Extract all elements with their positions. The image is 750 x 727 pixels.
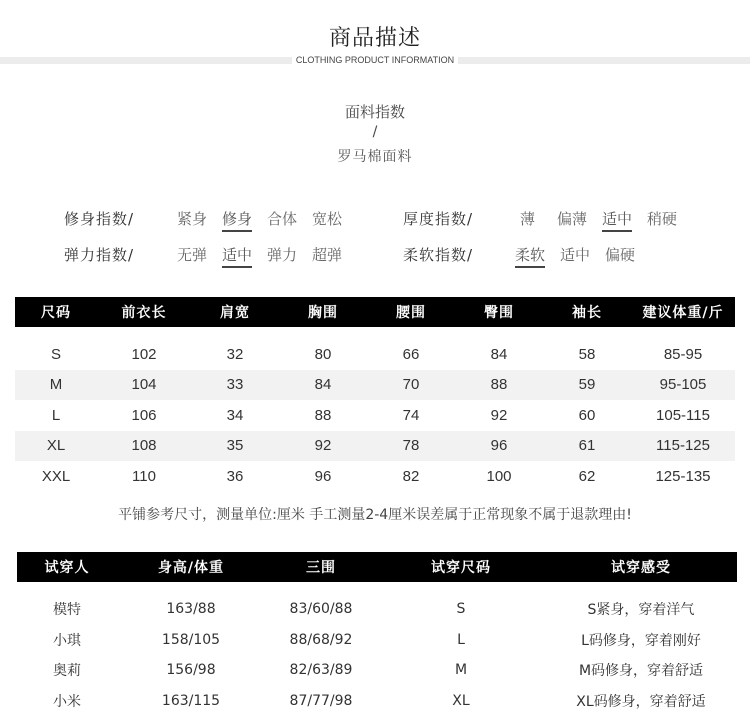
- table-cell: 125-135: [655, 467, 711, 485]
- table-cell: 61: [543, 431, 631, 462]
- fabric-index-slash: /: [372, 124, 378, 140]
- table-cell: 74: [402, 406, 420, 424]
- size-table: [15, 297, 735, 492]
- thickness-option-stiff: 稍硬: [647, 210, 678, 228]
- try-header-feeling: 试穿感受: [545, 552, 737, 582]
- table-cell: 104: [97, 370, 191, 401]
- softness-index-label: 柔软指数/: [403, 246, 474, 264]
- size-header-size: 尺码: [15, 297, 97, 327]
- stretch-index-label: 弹力指数/: [64, 246, 135, 264]
- table-cell: 100: [486, 467, 512, 485]
- table-cell: 88: [455, 370, 543, 401]
- table-cell: 102: [131, 345, 157, 363]
- table-row: [15, 400, 735, 431]
- table-row: [17, 686, 737, 717]
- page-subtitle: [0, 55, 750, 65]
- fit-index-label: 修身指数/: [64, 210, 135, 228]
- table-cell: 158/105: [161, 631, 221, 648]
- table-cell: M: [15, 370, 97, 401]
- table-cell: 108: [97, 431, 191, 462]
- fabric-index-title: 面料指数: [344, 103, 405, 121]
- table-cell: 110: [132, 467, 156, 485]
- table-cell: 106: [131, 406, 157, 424]
- size-header-chest: 胸围: [279, 297, 367, 327]
- size-header-shoulder: 肩宽: [191, 297, 279, 327]
- try-on-table: [17, 552, 737, 716]
- fabric-index-value: 罗马棉面料: [337, 149, 413, 165]
- fit-option-tight: 紧身: [177, 210, 208, 228]
- table-cell: 156/98: [166, 662, 216, 679]
- table-cell: 奥莉: [53, 663, 81, 680]
- table-cell: M: [454, 662, 468, 679]
- table-cell: 163/115: [161, 692, 221, 709]
- table-cell: M码修身，穿着舒适: [578, 663, 704, 680]
- table-cell: 84: [279, 370, 367, 401]
- table-spacer-cell: [15, 327, 735, 339]
- size-header-sleeve: 袖长: [543, 297, 631, 327]
- table-cell: 35: [191, 431, 279, 462]
- table-spacer-cell: [17, 582, 737, 594]
- table-cell: 83/60/88: [289, 601, 353, 618]
- thickness-option-thinnish: 偏薄: [557, 210, 588, 228]
- size-header-weight: 建议体重/斤: [631, 297, 735, 327]
- table-row: [17, 625, 737, 656]
- thickness-index-label: 厚度指数/: [403, 210, 474, 228]
- size-table-header-row: [15, 297, 735, 327]
- table-cell: 95-105: [631, 370, 735, 401]
- try-header-measurements: 三围: [265, 552, 377, 582]
- table-cell: 58: [578, 345, 596, 363]
- table-spacer: [15, 327, 735, 339]
- table-cell: 96: [455, 431, 543, 462]
- table-cell: 70: [367, 370, 455, 401]
- thickness-option-thin: 薄: [520, 210, 536, 228]
- table-cell: 模特: [53, 602, 81, 619]
- table-row: [15, 339, 735, 370]
- softness-option-medium: 适中: [560, 246, 591, 264]
- table-cell: 87/77/98: [289, 692, 353, 709]
- stretch-option-super: 超弹: [312, 246, 343, 264]
- table-cell: 82: [402, 467, 420, 485]
- table-cell: 88/68/92: [289, 631, 353, 648]
- table-cell: 32: [226, 345, 244, 363]
- size-header-waist: 腰围: [367, 297, 455, 327]
- page-title: 商品描述: [328, 26, 421, 51]
- measurement-note: 平铺参考尺寸，测量单位:厘米 手工测量2-4厘米误差属于正常现象不属于退款理由!: [118, 507, 632, 523]
- table-cell: XL: [452, 692, 470, 709]
- table-cell: S: [50, 345, 61, 363]
- table-spacer: [17, 582, 737, 594]
- try-table-header-row: [17, 552, 737, 582]
- table-cell: 34: [226, 406, 244, 424]
- try-header-height-weight: 身高/体重: [117, 552, 265, 582]
- table-cell: 小米: [53, 693, 81, 710]
- table-cell: 88: [314, 406, 332, 424]
- table-cell: 62: [578, 467, 596, 485]
- table-row: [15, 370, 735, 401]
- size-header-length: 前衣长: [97, 297, 191, 327]
- table-cell: 78: [367, 431, 455, 462]
- table-cell: 163/88: [166, 601, 216, 618]
- table-cell: S: [456, 601, 466, 618]
- try-header-person: 试穿人: [17, 552, 117, 582]
- stretch-option-stretchy: 弹力: [267, 246, 298, 264]
- stretch-option-medium-selected: 适中: [222, 244, 252, 268]
- table-cell: L: [457, 631, 465, 648]
- fit-option-slim-selected: 修身: [222, 208, 252, 232]
- table-cell: 115-125: [631, 431, 735, 462]
- table-row: [15, 431, 735, 462]
- table-cell: 80: [314, 345, 332, 363]
- table-cell: 60: [578, 406, 596, 424]
- table-cell: S紧身，穿着洋气: [587, 602, 695, 619]
- table-cell: 105-115: [656, 406, 710, 424]
- thickness-option-medium-selected: 适中: [602, 208, 632, 232]
- table-cell: 92: [279, 431, 367, 462]
- table-cell: 84: [490, 345, 508, 363]
- stretch-option-none: 无弹: [177, 246, 208, 264]
- table-row: [17, 655, 737, 686]
- table-cell: 66: [402, 345, 420, 363]
- table-cell: 小琪: [53, 632, 81, 649]
- fit-option-loose: 宽松: [312, 210, 343, 228]
- size-header-hip: 臀围: [455, 297, 543, 327]
- table-cell: 85-95: [663, 345, 703, 363]
- table-cell: 92: [490, 406, 508, 424]
- page-subtitle-text: CLOTHING PRODUCT INFORMATION: [292, 55, 458, 65]
- softness-option-hard: 偏硬: [605, 246, 636, 264]
- softness-option-soft-selected: 柔软: [515, 244, 545, 268]
- table-cell: XL码修身，穿着舒适: [576, 693, 706, 710]
- table-cell: 36: [226, 467, 244, 485]
- fit-option-regular: 合体: [267, 210, 298, 228]
- table-cell: 82/63/89: [289, 662, 353, 679]
- table-cell: L: [51, 406, 61, 424]
- table-row: [15, 461, 735, 492]
- table-cell: 96: [314, 467, 332, 485]
- table-cell: 33: [191, 370, 279, 401]
- try-header-size: 试穿尺码: [377, 552, 545, 582]
- table-cell: L码修身，穿着刚好: [581, 632, 701, 649]
- table-cell: 59: [543, 370, 631, 401]
- table-cell: XL: [15, 431, 97, 462]
- table-cell: XXL: [41, 467, 71, 485]
- table-row: [17, 594, 737, 625]
